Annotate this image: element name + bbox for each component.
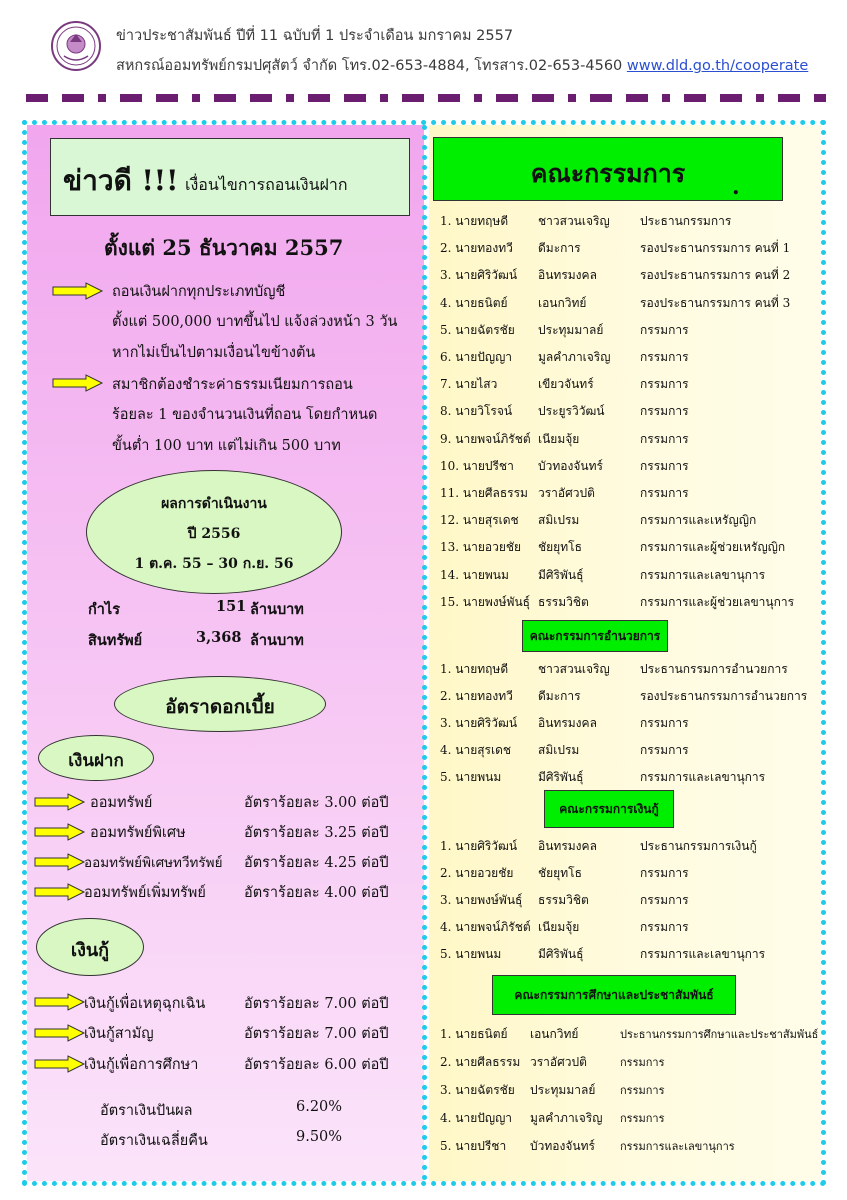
member-name: 7. นายไสว <box>440 377 498 392</box>
member-name: 2. นายทองทวี <box>440 241 513 256</box>
arrow-right-icon <box>34 1055 86 1073</box>
member-surname: วราอัศวปติ <box>530 1055 587 1069</box>
member-position: กรรมการและเลขานุการ <box>620 1140 735 1153</box>
member-row <box>440 1109 820 1129</box>
member-name: 4. นายธนิตย์ <box>440 295 508 310</box>
assets-label: สินทรัพย์ <box>88 632 143 649</box>
loan-rate: อัตราร้อยละ 7.00 ต่อปี <box>244 1026 389 1042</box>
arrow-right-icon <box>34 993 86 1011</box>
member-position: รองประธานกรรมการ คนที่ 2 <box>640 268 791 283</box>
deposit-title: เงินฝาก <box>68 751 124 771</box>
member-row <box>440 266 820 286</box>
member-name: 14. นายพนม <box>440 567 509 582</box>
arrow-right-icon <box>52 282 104 300</box>
header-issue-line: ข่าวประชาสัมพันธ์ ปีที่ 11 ฉบับที่ 1 ประจำเดือน มกราคม 2557 <box>116 28 514 44</box>
member-row <box>440 891 820 911</box>
member-position: กรรมการและผู้ช่วยเหรัญญิก <box>640 540 786 555</box>
assets-unit: ล้านบาท <box>250 632 304 649</box>
member-name: 5. นายฉัตรชัย <box>440 322 515 337</box>
deposit-name: ออมทรัพย์พิเศษทวีทรัพย์ <box>84 855 223 871</box>
member-row <box>440 1137 820 1157</box>
board-title-box <box>433 137 783 201</box>
member-position: ประธานกรรมการเงินกู้ <box>640 839 757 853</box>
member-surname: มีศิริพันธุ์ <box>538 947 584 961</box>
deposit-ellipse <box>38 735 154 781</box>
member-surname: มีศิริพันธุ์ <box>538 567 584 582</box>
member-name: 5. นายพนม <box>440 947 502 961</box>
member-row <box>440 430 820 450</box>
arrow-right-icon <box>34 793 86 811</box>
profit-unit: ล้านบาท <box>250 601 304 618</box>
member-position: กรรมการและเลขานุการ <box>640 947 766 961</box>
arrow-right-icon <box>34 1024 86 1042</box>
member-surname: สมิเปรม <box>538 743 580 757</box>
member-surname: ประยูรวิวัฒน์ <box>538 404 605 419</box>
good-news-heading: ข่าวดี !!! <box>63 164 179 197</box>
member-surname: อินทรมงคล <box>538 268 597 283</box>
member-row <box>440 375 820 395</box>
member-position: รองประธานกรรมการอำนวยการ <box>640 689 808 703</box>
member-surname: ชาวสวนเจริญ <box>538 214 610 228</box>
member-surname: ดีมะการ <box>538 241 581 256</box>
member-name: 1. นายทฤษดี <box>440 662 509 676</box>
member-position: กรรมการ <box>640 377 689 392</box>
member-name: 2. นายทองทวี <box>440 689 513 703</box>
member-row <box>440 484 820 504</box>
member-row <box>440 1025 820 1045</box>
member-row <box>440 593 820 613</box>
deposit-name: ออมทรัพย์เพิ่มทรัพย์ <box>84 885 206 901</box>
member-row <box>440 864 820 884</box>
member-name: 1. นายศิริวัฒน์ <box>440 839 518 853</box>
member-name: 8. นายวิโรจน์ <box>440 404 513 419</box>
member-surname: เนียมจุ้ย <box>538 431 580 446</box>
member-surname: มีศิริพันธุ์ <box>538 770 584 784</box>
interest-ellipse <box>114 676 326 732</box>
deposit-name: ออมทรัพย์ <box>90 795 153 811</box>
arrow-right-icon <box>34 853 86 871</box>
refund-label: อัตราเงินเฉลี่ยคืน <box>100 1133 208 1149</box>
profit-label: กำไร <box>88 601 121 618</box>
member-row <box>440 741 820 761</box>
member-row <box>440 321 820 341</box>
member-row <box>440 768 820 788</box>
member-position: กรรมการ <box>640 920 689 934</box>
member-position: กรรมการ <box>640 716 689 730</box>
loan-title: เงินกู้ <box>70 940 110 961</box>
board-title-dot: . <box>732 174 740 200</box>
member-surname: สมิเปรม <box>538 513 580 528</box>
member-row <box>440 457 820 477</box>
member-surname: บัวทองจันทร์ <box>530 1139 595 1153</box>
deposit-rate: อัตราร้อยละ 3.25 ต่อปี <box>244 825 389 841</box>
member-name: 2. นายศีลธรรม <box>440 1055 521 1069</box>
member-surname: มูลคำภาเจริญ <box>538 350 611 364</box>
condition-1-line-2: ตั้งแต่ 500,000 บาทขึ้นไป แจ้งล่วงหน้า 3 วัน <box>112 314 398 330</box>
member-surname: เอนกวิทย์ <box>538 295 587 310</box>
arrow-right-icon <box>52 374 104 392</box>
member-surname: อินทรมงคล <box>538 716 597 730</box>
arrow-right-icon <box>34 823 86 841</box>
arrow-right-icon <box>34 883 86 901</box>
member-name: 5. นายพนม <box>440 770 502 784</box>
member-name: 1. นายธนิตย์ <box>440 1027 508 1041</box>
member-row <box>440 1081 820 1101</box>
loan-committee-title: คณะกรรมการเงินกู้ <box>544 790 674 828</box>
member-name: 3. นายฉัตรชัย <box>440 1083 515 1097</box>
loan-rate: อัตราร้อยละ 7.00 ต่อปี <box>244 996 389 1012</box>
member-name: 15. นายพงษ์พันธุ์ <box>440 594 530 609</box>
condition-1-line-1: ถอนเงินฝากทุกประเภทบัญชี <box>112 284 286 300</box>
member-surname: มูลคำภาเจริญ <box>530 1111 603 1125</box>
member-name: 3. นายศิริวัฒน์ <box>440 268 518 283</box>
member-name: 4. นายสุรเดช <box>440 743 512 757</box>
loan-ellipse <box>36 918 144 976</box>
member-name: 11. นายศีลธรรม <box>440 486 528 500</box>
member-surname: ประทุมมาลย์ <box>538 322 604 337</box>
member-position: กรรมการ <box>640 866 689 880</box>
results-title: ผลการดำเนินงาน <box>161 496 267 512</box>
member-surname: เนียมจุ้ย <box>538 920 580 934</box>
good-news-box <box>50 138 410 216</box>
member-surname: ชัยยุทโธ <box>538 540 582 555</box>
member-position: กรรมการ <box>640 404 689 419</box>
header-contact-text: สหกรณ์ออมทรัพย์กรมปศุสัตว์ จำกัด โทร.02-653-4884, โทรสาร.02-653-4560 <box>116 58 627 74</box>
member-position: ประธานกรรมการ <box>640 214 732 228</box>
deposit-rate: อัตราร้อยละ 4.00 ต่อปี <box>244 885 389 901</box>
member-surname: ธรรมวิชิต <box>538 594 589 609</box>
member-position: กรรมการ <box>640 743 689 757</box>
member-row <box>440 687 820 707</box>
member-row <box>440 348 820 368</box>
dash-dot-divider <box>26 94 826 102</box>
member-position: กรรมการ <box>640 486 689 500</box>
member-row <box>440 714 820 734</box>
assets-value: 3,368 <box>196 629 242 646</box>
member-name: 3. นายพงษ์พันธุ์ <box>440 893 523 907</box>
member-name: 2. นายอวยชัย <box>440 866 514 880</box>
loan-rate: อัตราร้อยละ 6.00 ต่อปี <box>244 1057 389 1073</box>
member-surname: วราอัศวปติ <box>538 486 595 500</box>
condition-2-line-2: ร้อยละ 1 ของจำนวนเงินที่ถอน โดยกำหนด <box>112 407 378 423</box>
member-name: 13. นายอวยชัย <box>440 540 522 555</box>
member-row <box>440 538 820 558</box>
member-row <box>440 918 820 938</box>
member-row <box>440 402 820 422</box>
member-name: 10. นายปรีชา <box>440 458 514 473</box>
member-surname: ชัยยุทโธ <box>538 866 582 880</box>
member-position: ประธานกรรมการศึกษาและประชาสัมพันธ์ <box>620 1028 819 1041</box>
header-contact-line <box>116 54 808 77</box>
member-position: รองประธานกรรมการ คนที่ 1 <box>640 241 791 256</box>
condition-2-line-1: สมาชิกต้องชำระค่าธรรมเนียมการถอน <box>112 377 353 393</box>
member-position: กรรมการและผู้ช่วยเลขานุการ <box>640 594 795 609</box>
interest-title: อัตราดอกเบี้ย <box>165 696 275 718</box>
deposit-rate: อัตราร้อยละ 4.25 ต่อปี <box>244 855 389 871</box>
member-surname: ธรรมวิชิต <box>538 893 589 907</box>
member-row <box>440 837 820 857</box>
member-row <box>440 212 820 232</box>
member-name: 4. นายพจน์ภิรัชต์ <box>440 920 531 934</box>
member-name: 3. นายศิริวัฒน์ <box>440 716 518 730</box>
refund-value: 9.50% <box>296 1129 343 1145</box>
member-position: กรรมการ <box>640 458 689 473</box>
member-surname: ดีมะการ <box>538 689 581 703</box>
profit-value: 151 <box>216 598 247 615</box>
member-row <box>440 566 820 586</box>
dotted-divider <box>422 125 427 1181</box>
loan-name: เงินกู้เพื่อการศึกษา <box>84 1057 199 1073</box>
dividend-label: อัตราเงินปันผล <box>100 1103 193 1119</box>
member-row <box>440 945 820 965</box>
education-committee-title: คณะกรรมการศึกษาและประชาสัมพันธ์ <box>492 975 736 1015</box>
member-position: กรรมการและเลขานุการ <box>640 770 766 784</box>
member-position: กรรมการ <box>640 322 689 337</box>
deposit-rate: อัตราร้อยละ 3.00 ต่อปี <box>244 795 389 811</box>
results-year: ปี 2556 <box>187 526 241 542</box>
member-surname: อินทรมงคล <box>538 839 597 853</box>
member-position: กรรมการและเหรัญญิก <box>640 513 757 528</box>
dividend-value: 6.20% <box>296 1099 343 1115</box>
deposit-name: ออมทรัพย์พิเศษ <box>90 825 186 841</box>
results-period: 1 ต.ค. 55 – 30 ก.ย. 56 <box>134 556 294 572</box>
member-surname: บัวทองจันทร์ <box>538 458 603 473</box>
member-position: กรรมการ <box>620 1112 665 1125</box>
website-link[interactable]: www.dld.go.th/cooperate <box>626 58 809 74</box>
member-position: กรรมการและเลขานุการ <box>640 567 766 582</box>
member-name: 5. นายปรีชา <box>440 1139 507 1153</box>
member-position: รองประธานกรรมการ คนที่ 3 <box>640 295 791 310</box>
member-surname: เขียวจันทร์ <box>538 377 594 392</box>
member-row <box>440 294 820 314</box>
board-title: คณะกรรมการ <box>530 159 686 188</box>
member-surname: ประทุมมาลย์ <box>530 1083 596 1097</box>
loan-name: เงินกู้สามัญ <box>84 1026 154 1042</box>
member-name: 6. นายปัญญา <box>440 350 513 364</box>
condition-1-line-3: หากไม่เป็นไปตามเงื่อนไขข้างต้น <box>112 345 316 361</box>
member-row <box>440 511 820 531</box>
condition-2-line-3: ขั้นต่ำ 100 บาท แต่ไม่เกิน 500 บาท <box>112 438 341 454</box>
member-position: กรรมการ <box>640 350 689 364</box>
member-surname: ชาวสวนเจริญ <box>538 662 610 676</box>
member-row <box>440 660 820 680</box>
page-header <box>50 16 830 86</box>
member-row <box>440 239 820 259</box>
member-name: 9. นายพจน์ภิรัชต์ <box>440 431 531 446</box>
member-row <box>440 1053 820 1073</box>
member-surname: เอนกวิทย์ <box>530 1027 579 1041</box>
member-name: 4. นายปัญญา <box>440 1111 513 1125</box>
member-position: ประธานกรรมการอำนวยการ <box>640 662 788 676</box>
member-position: กรรมการ <box>640 431 689 446</box>
member-name: 12. นายสุรเดช <box>440 513 519 528</box>
effective-date: ตั้งแต่ 25 ธันวาคม 2557 <box>104 235 344 260</box>
good-news-subheading: เงื่อนไขการถอนเงินฝาก <box>185 175 348 194</box>
results-ellipse <box>86 470 342 594</box>
loan-name: เงินกู้เพื่อเหตุฉุกเฉิน <box>84 996 206 1012</box>
member-name: 1. นายทฤษดี <box>440 214 509 228</box>
cooperative-logo-icon <box>50 20 102 72</box>
member-position: กรรมการ <box>620 1056 665 1069</box>
member-position: กรรมการ <box>640 893 689 907</box>
member-position: กรรมการ <box>620 1084 665 1097</box>
admin-committee-title: คณะกรรมการอำนวยการ <box>522 620 668 652</box>
